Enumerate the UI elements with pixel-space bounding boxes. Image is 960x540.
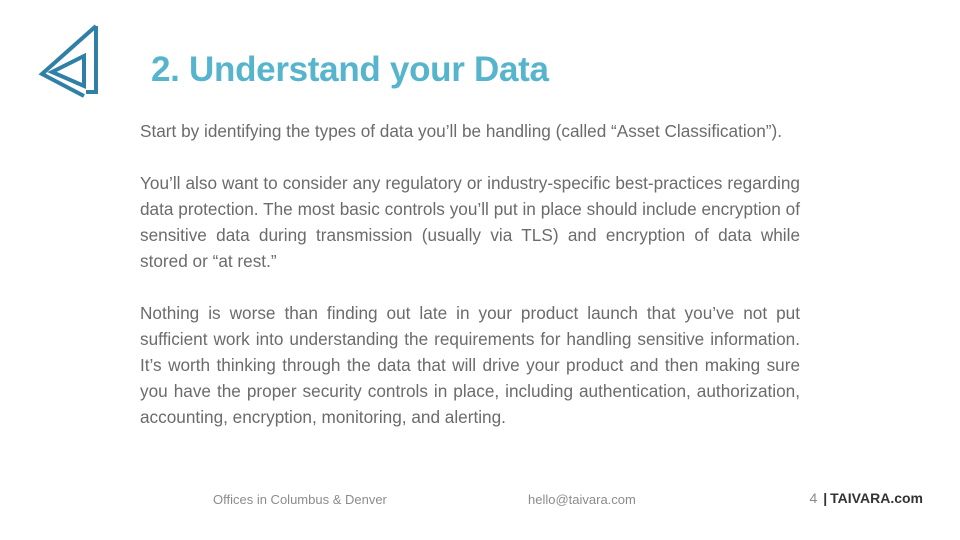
- body-text: [140, 118, 800, 456]
- page-number: 4: [809, 490, 818, 506]
- footer-offices: Offices in Columbus & Denver: [213, 492, 387, 507]
- paragraph-regulatory-controls: You’ll also want to consider any regulatory or industry-specific best-practices regarding data protection. The most basic controls you’ll put in place should include encryption of sensitive data during transmission (usually via TLS) and encryption of data while stored or “at rest.”: [140, 173, 800, 271]
- footer-brand: TAIVARA.com: [830, 490, 923, 506]
- taivara-logo-icon: [38, 22, 102, 100]
- page-title: 2. Understand your Data: [151, 50, 549, 89]
- paragraph-requirements: Nothing is worse than finding out late in your product launch that you’ve not put sufficient work into understanding the requirements for handling sensitive information. It’s worth thinking through the data that will drive your product and then making sure you have the proper security controls in place, including authentication, authorization, accounting, encryption, monitoring, and alerting.: [140, 303, 800, 427]
- paragraph-asset-classification: Start by identifying the types of data you’ll be handling (called “Asset Classification”).: [140, 121, 782, 141]
- footer-page-brand: [809, 490, 923, 506]
- footer-email: hello@taivara.com: [528, 492, 636, 507]
- footer-separator: |: [823, 490, 828, 506]
